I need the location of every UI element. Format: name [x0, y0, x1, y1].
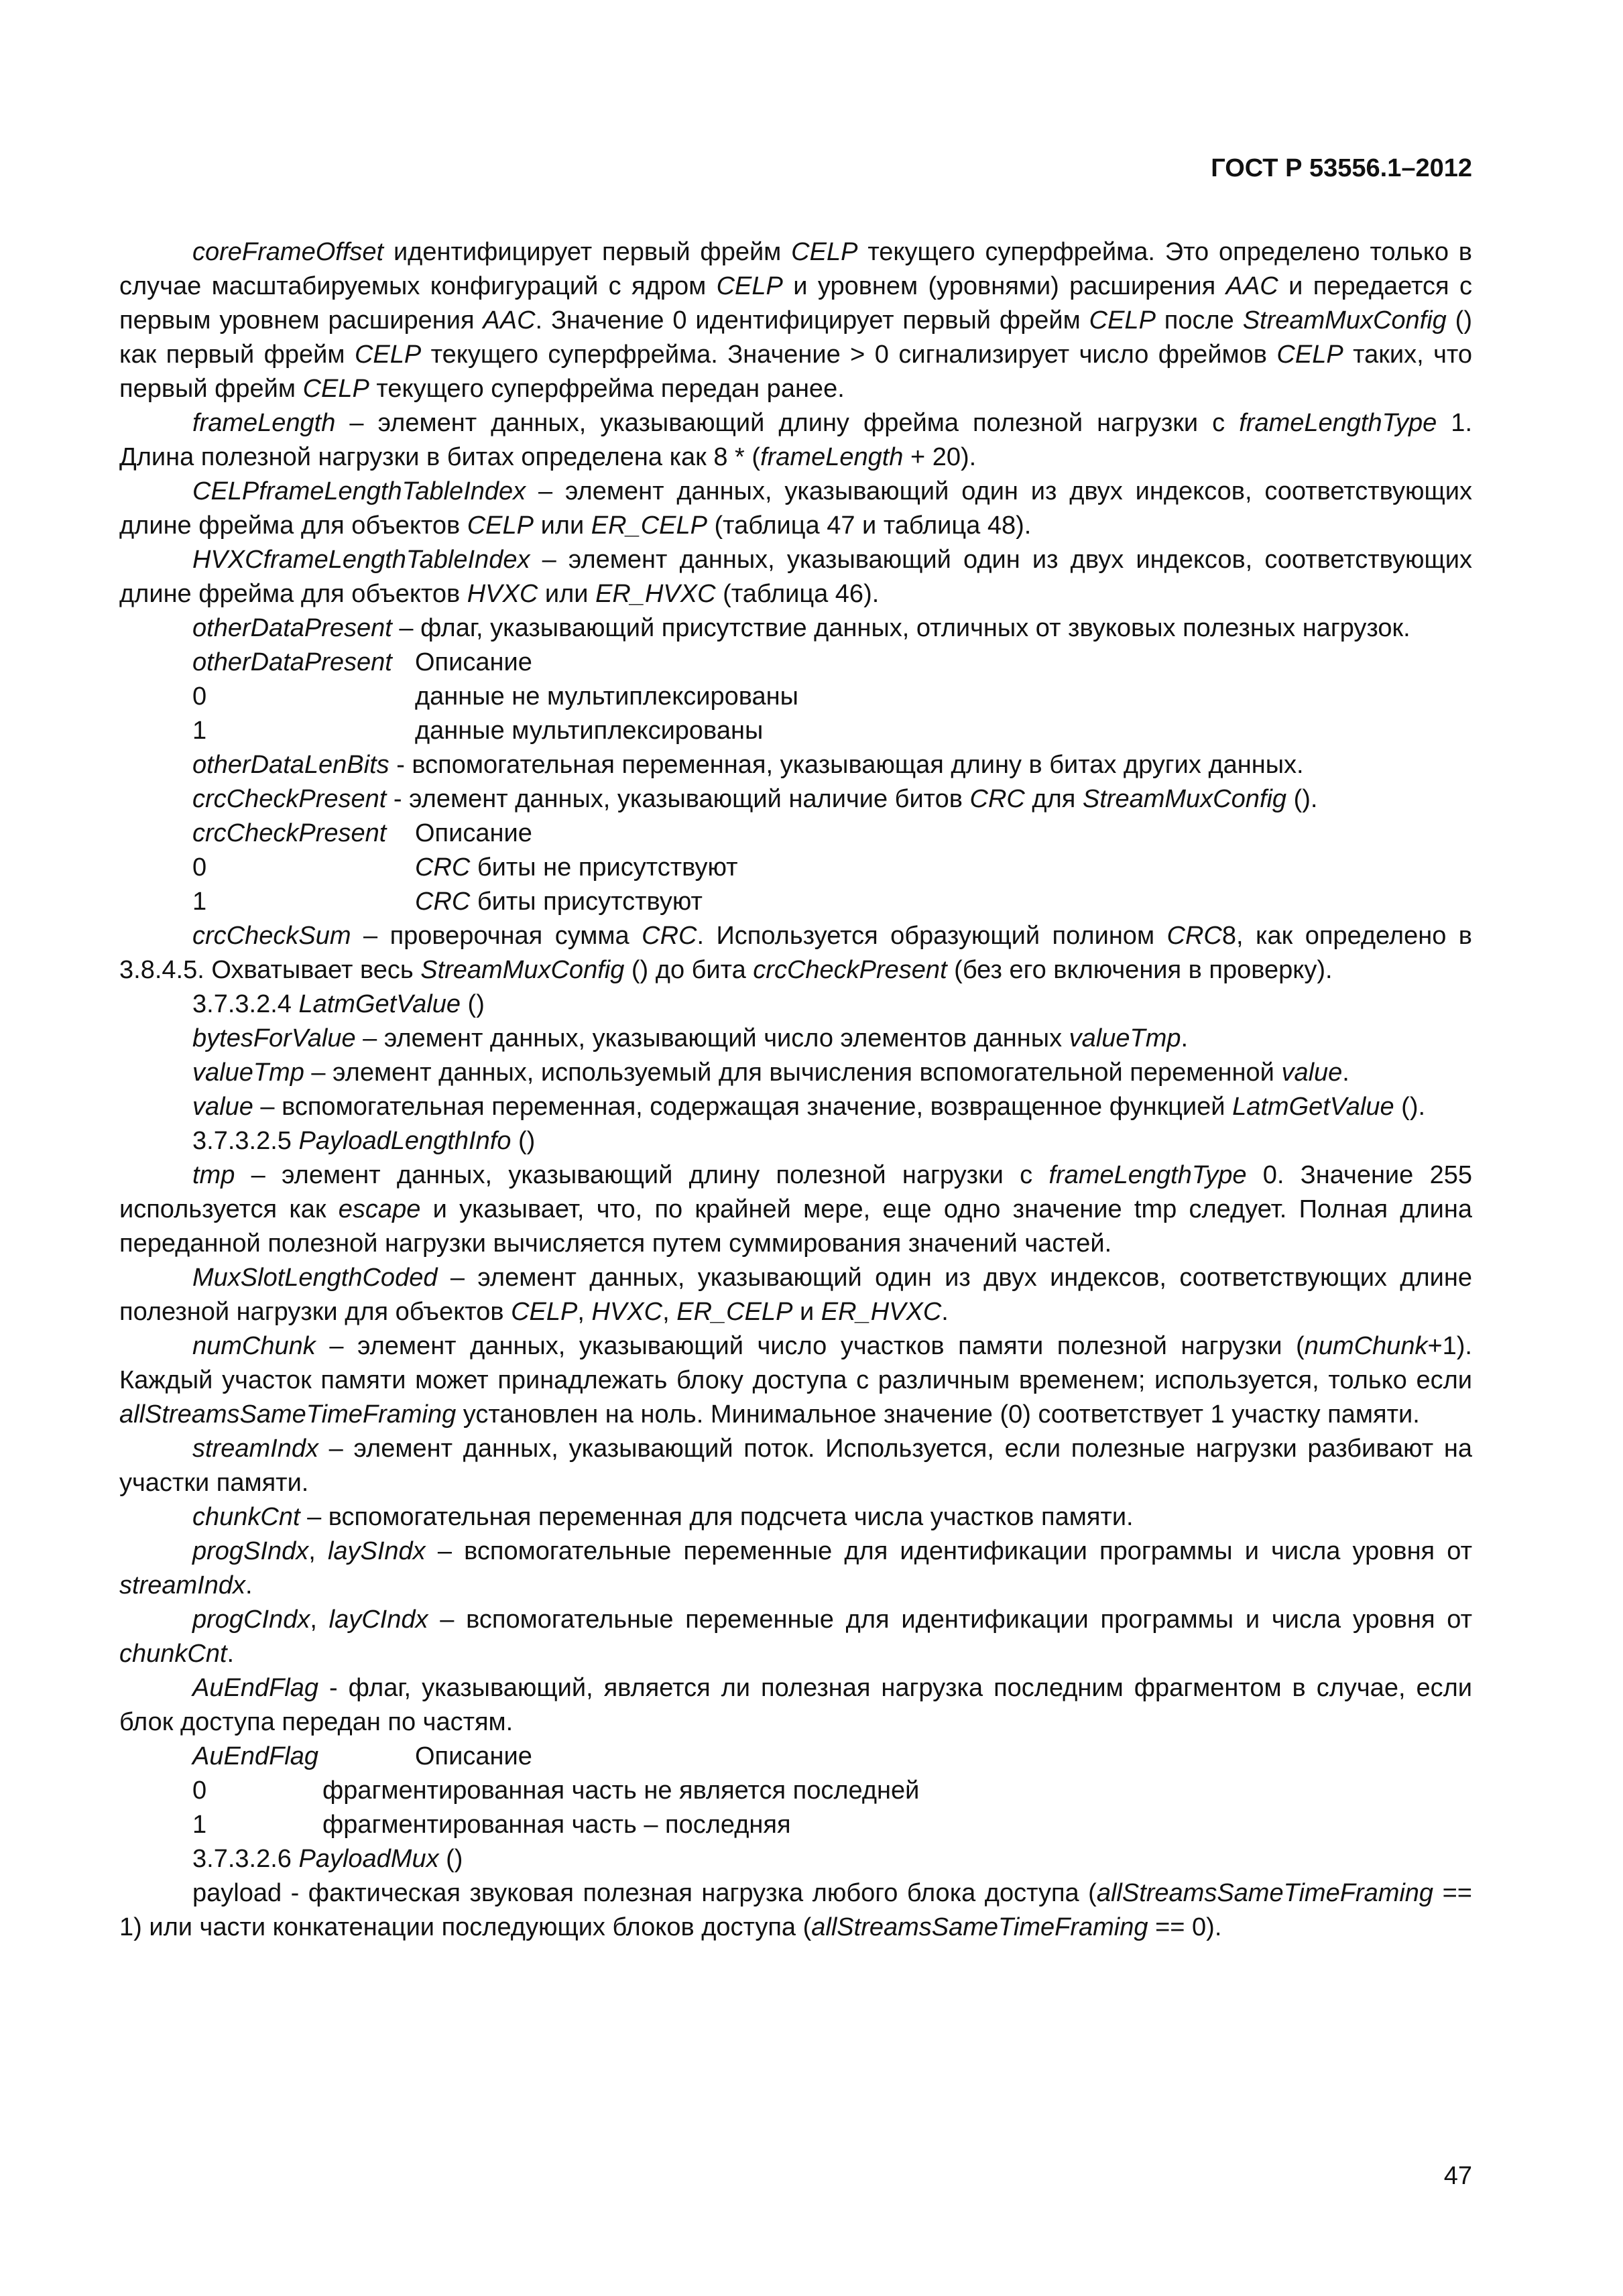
table-header-row	[119, 646, 1472, 680]
text-run: == 1) или части конкатенации последующих блоков доступа (	[119, 1879, 1472, 1941]
text-run: +1). Каждый участок памяти может принадлежать блоку доступа с различным временем; используется, только если	[119, 1332, 1472, 1394]
text-run: + 20).	[903, 443, 977, 471]
term: frameLengthType	[1239, 409, 1437, 437]
term: CELP	[354, 341, 422, 369]
term: ER_CELP	[676, 1298, 793, 1326]
paragraph	[119, 1432, 1472, 1500]
table-cell: 0	[192, 1776, 207, 1805]
paragraph	[119, 1124, 1472, 1158]
paragraph	[119, 1056, 1472, 1090]
table-cell: 1	[192, 717, 207, 745]
term: HVXC	[591, 1298, 663, 1326]
table-header-cell: Описание	[415, 1742, 532, 1770]
text-run: – элемент данных, указывающий число элементов данных	[355, 1024, 1069, 1052]
term: coreFrameOffset	[192, 238, 384, 266]
term: crcCheckPresent	[753, 956, 947, 984]
term: HVXC	[467, 580, 538, 608]
text-run: текущего суперфрейма передан ранее.	[369, 375, 845, 403]
text-run: идентифицирует первый фрейм	[383, 238, 792, 266]
term: ER_HVXC	[821, 1298, 942, 1326]
text-run: – вспомогательные переменные для идентификации программы и числа уровня от	[428, 1606, 1472, 1634]
term: StreamMuxConfig	[420, 956, 625, 984]
term: numChunk	[1304, 1332, 1428, 1360]
table-cell: 1	[192, 1811, 207, 1839]
text-run: 1. Длина полезной нагрузки в битах определена как 8 * (	[119, 409, 1472, 471]
paragraph-group	[119, 919, 1472, 1740]
text-run: .	[245, 1571, 253, 1599]
term: CELP	[467, 511, 534, 540]
term: CELP	[716, 272, 783, 300]
table-row	[119, 714, 1472, 748]
text-run: – проверочная сумма	[351, 922, 642, 950]
term: CELPframeLengthTableIndex	[192, 477, 526, 505]
term: tmp	[192, 1161, 235, 1189]
table-cell: данные не мультиплексированы	[415, 682, 798, 711]
table-cell: CRC биты присутствуют	[415, 888, 703, 916]
text-run: – элемент данных, указывающий один из двух индексов, соответствующих длине фрейма для объектов	[119, 546, 1472, 608]
table-auend	[119, 1740, 1472, 1842]
text-run: – вспомогательная переменная, содержащая значение, возвращенное функцией	[253, 1093, 1233, 1121]
text-run: - вспомогательная переменная, указывающая длину в битах других данных.	[389, 751, 1304, 779]
text-run: – вспомогательные переменные для идентификации программы и числа уровня от	[425, 1537, 1472, 1565]
text-run: текущего суперфрейма. Значение > 0 сигнализирует число фреймов	[421, 341, 1277, 369]
paragraph	[119, 1876, 1472, 1945]
paragraph	[119, 475, 1472, 543]
text-run: – элемент данных, указывающий один из двух индексов, соответствующих длине полезной нагрузки для объектов	[119, 1264, 1472, 1326]
text-run: ().	[1286, 785, 1318, 813]
text-run: для	[1024, 785, 1083, 813]
text-run: 3.7.3.2.5	[192, 1127, 299, 1155]
term: PayloadLengthInfo	[298, 1127, 512, 1155]
term: otherDataPresent	[192, 614, 392, 642]
text-run: – элемент данных, указывающий длину полезной нагрузки с	[235, 1161, 1049, 1189]
table-cell: данные мультиплексированы	[415, 717, 764, 745]
table-cell: фрагментированная часть – последняя	[322, 1811, 791, 1839]
text-run: ,	[577, 1298, 592, 1326]
term: ER_HVXC	[595, 580, 716, 608]
page-body	[119, 235, 1472, 1945]
text-run: и	[792, 1298, 821, 1326]
term: AuEndFlag	[192, 1674, 319, 1702]
table-cell: 1	[192, 888, 207, 916]
paragraph	[119, 611, 1472, 646]
table-header-cell: crcCheckPresent	[192, 819, 387, 847]
text-run: текущего суперфрейма. Это определено только в случае масштабируемых конфигураций с ядром	[119, 238, 1472, 300]
term: progCIndx	[192, 1606, 310, 1634]
paragraph-group	[119, 235, 1472, 646]
text-run: 3.7.3.2.6	[192, 1845, 299, 1873]
text-run: - флаг, указывающий, является ли полезная нагрузка последним фрагментом в случае, если блок доступа передан по частям.	[119, 1674, 1472, 1736]
table-header-cell: Описание	[415, 819, 532, 847]
text-run: ()	[511, 1127, 536, 1155]
term: streamIndx	[119, 1571, 245, 1599]
text-run: 8, как определено в 3.8.4.5. Охватывает весь	[119, 922, 1472, 984]
paragraph	[119, 1500, 1472, 1534]
text-run: ,	[308, 1537, 328, 1565]
paragraph	[119, 1534, 1472, 1603]
term: allStreamsSameTimeFraming	[119, 1400, 457, 1429]
term: escape	[338, 1195, 421, 1223]
text-run: или	[538, 580, 596, 608]
paragraph	[119, 406, 1472, 475]
term: bytesForValue	[192, 1024, 356, 1052]
term: allStreamsSameTimeFraming	[811, 1913, 1148, 1941]
term: streamIndx	[192, 1435, 318, 1463]
text-run: ,	[310, 1606, 329, 1634]
paragraph	[119, 987, 1472, 1022]
text-run: == 0).	[1148, 1913, 1222, 1941]
text-run: таких, что первый фрейм	[119, 341, 1472, 403]
text-run: (без его включения в проверку).	[947, 956, 1333, 984]
text-run: установлен на ноль. Минимальное значение (0) соответствует 1 участку памяти.	[456, 1400, 1420, 1429]
text-run: 3.7.3.2.4	[192, 990, 299, 1018]
term: frameLength	[760, 443, 904, 471]
term: AAC	[1225, 272, 1278, 300]
term: value	[1281, 1059, 1343, 1087]
table-header-row	[119, 817, 1472, 851]
paragraph	[119, 543, 1472, 611]
document-header: ГОСТ Р 53556.1–2012	[1211, 154, 1472, 182]
text-run: () до бита	[624, 956, 754, 984]
term: MuxSlotLengthCoded	[192, 1264, 438, 1292]
term: crcCheckPresent	[192, 785, 387, 813]
text-run: ()	[460, 990, 485, 1018]
paragraph	[119, 1158, 1472, 1261]
table-row	[119, 1774, 1472, 1808]
table-row	[119, 1808, 1472, 1842]
table-cell: 0	[192, 853, 207, 882]
term: valueTmp	[1069, 1024, 1181, 1052]
page-number: 47	[1443, 2162, 1472, 2190]
paragraph	[119, 748, 1472, 782]
term: CELP	[791, 238, 858, 266]
text-run: – элемент данных, указывающий длину фрейма полезной нагрузки с	[335, 409, 1240, 437]
term: AAC	[483, 306, 536, 335]
text-run: ()	[438, 1845, 463, 1873]
paragraph	[119, 1329, 1472, 1432]
term: HVXCframeLengthTableIndex	[192, 546, 530, 574]
text-run: – вспомогательная переменная для подсчета числа участков памяти.	[300, 1503, 1134, 1531]
table-other-data	[119, 646, 1472, 748]
paragraph	[119, 235, 1472, 406]
term: numChunk	[192, 1332, 316, 1360]
term: PayloadMux	[298, 1845, 439, 1873]
text-run: или	[534, 511, 591, 540]
term: chunkCnt	[192, 1503, 300, 1531]
text-run: payload - фактическая звуковая полезная нагрузка любого блока доступа (	[192, 1879, 1097, 1907]
table-row	[119, 680, 1472, 714]
term: allStreamsSameTimeFraming	[1096, 1879, 1434, 1907]
text-run: – элемент данных, указывающий число участков памяти полезной нагрузки (	[315, 1332, 1305, 1360]
term: valueTmp	[192, 1059, 304, 1087]
term: ER_CELP	[591, 511, 707, 540]
text-run: – элемент данных, используемый для вычисления вспомогательной переменной	[304, 1059, 1282, 1087]
term: frameLengthType	[1048, 1161, 1247, 1189]
text-run: ,	[662, 1298, 677, 1326]
table-row	[119, 885, 1472, 919]
text-run: . Используется образующий полином	[697, 922, 1167, 950]
text-run: 0. Значение 255 используется как	[119, 1161, 1472, 1223]
paragraph	[119, 919, 1472, 987]
paragraph-group	[119, 748, 1472, 817]
text-run: и передается с первым уровнем расширения	[119, 272, 1472, 335]
paragraph	[119, 1842, 1472, 1876]
table-header-cell: AuEndFlag	[192, 1742, 319, 1770]
term: otherDataLenBits	[192, 751, 389, 779]
term: CRC	[642, 922, 697, 950]
table-cell: фрагментированная часть не является последней	[322, 1776, 920, 1805]
term: StreamMuxConfig	[1082, 785, 1287, 813]
table-cell: CRC биты не присутствуют	[415, 853, 738, 882]
text-run: .	[1181, 1024, 1189, 1052]
term: CRC	[969, 785, 1025, 813]
text-run: – элемент данных, указывающий один из двух индексов, соответствующих длине фрейма для объектов	[119, 477, 1472, 540]
text-run: – элемент данных, указывающий поток. Используется, если полезные нагрузки разбивают на участки памяти.	[119, 1435, 1472, 1497]
text-run: (таблица 46).	[715, 580, 880, 608]
term: laySIndx	[327, 1537, 426, 1565]
table-header-cell: otherDataPresent	[192, 648, 392, 676]
text-run: после	[1155, 306, 1243, 335]
term: chunkCnt	[119, 1640, 227, 1668]
text-run: ().	[1394, 1093, 1426, 1121]
text-run: - элемент данных, указывающий наличие битов	[386, 785, 970, 813]
paragraph	[119, 1090, 1472, 1124]
term: CELP	[1089, 306, 1156, 335]
text-run: .	[1342, 1059, 1349, 1087]
term: layCIndx	[328, 1606, 428, 1634]
term: frameLength	[192, 409, 336, 437]
paragraph-group	[119, 1842, 1472, 1945]
term: LatmGetValue	[1232, 1093, 1394, 1121]
term: crcCheckSum	[192, 922, 351, 950]
text-run: .	[941, 1298, 949, 1326]
term: StreamMuxConfig	[1242, 306, 1447, 335]
text-run: и указывает, что, по крайней мере, еще одно значение tmp следует. Полная длина переданной полезной нагрузки вычисляется путем суммирования значений частей.	[119, 1195, 1472, 1258]
paragraph	[119, 1671, 1472, 1740]
term: CELP	[511, 1298, 578, 1326]
text-run: и уровнем (уровнями) расширения	[782, 272, 1226, 300]
paragraph	[119, 1022, 1472, 1056]
table-row	[119, 851, 1472, 885]
term: value	[192, 1093, 253, 1121]
text-run: . Значение 0 идентифицирует первый фрейм	[535, 306, 1089, 335]
term: CELP	[302, 375, 369, 403]
paragraph	[119, 1261, 1472, 1329]
term: progSIndx	[192, 1537, 309, 1565]
text-run: (таблица 47 и таблица 48).	[707, 511, 1032, 540]
text-run: – флаг, указывающий присутствие данных, отличных от звуковых полезных нагрузок.	[392, 614, 1410, 642]
table-cell: 0	[192, 682, 207, 711]
term: CRC	[1166, 922, 1222, 950]
text-run: .	[227, 1640, 235, 1668]
table-header-cell: Описание	[415, 648, 532, 676]
paragraph	[119, 1603, 1472, 1671]
table-crc	[119, 817, 1472, 919]
table-header-row	[119, 1740, 1472, 1774]
term: CELP	[1276, 341, 1343, 369]
term: LatmGetValue	[298, 990, 461, 1018]
text-run: () как первый фрейм	[119, 306, 1472, 369]
paragraph	[119, 782, 1472, 817]
